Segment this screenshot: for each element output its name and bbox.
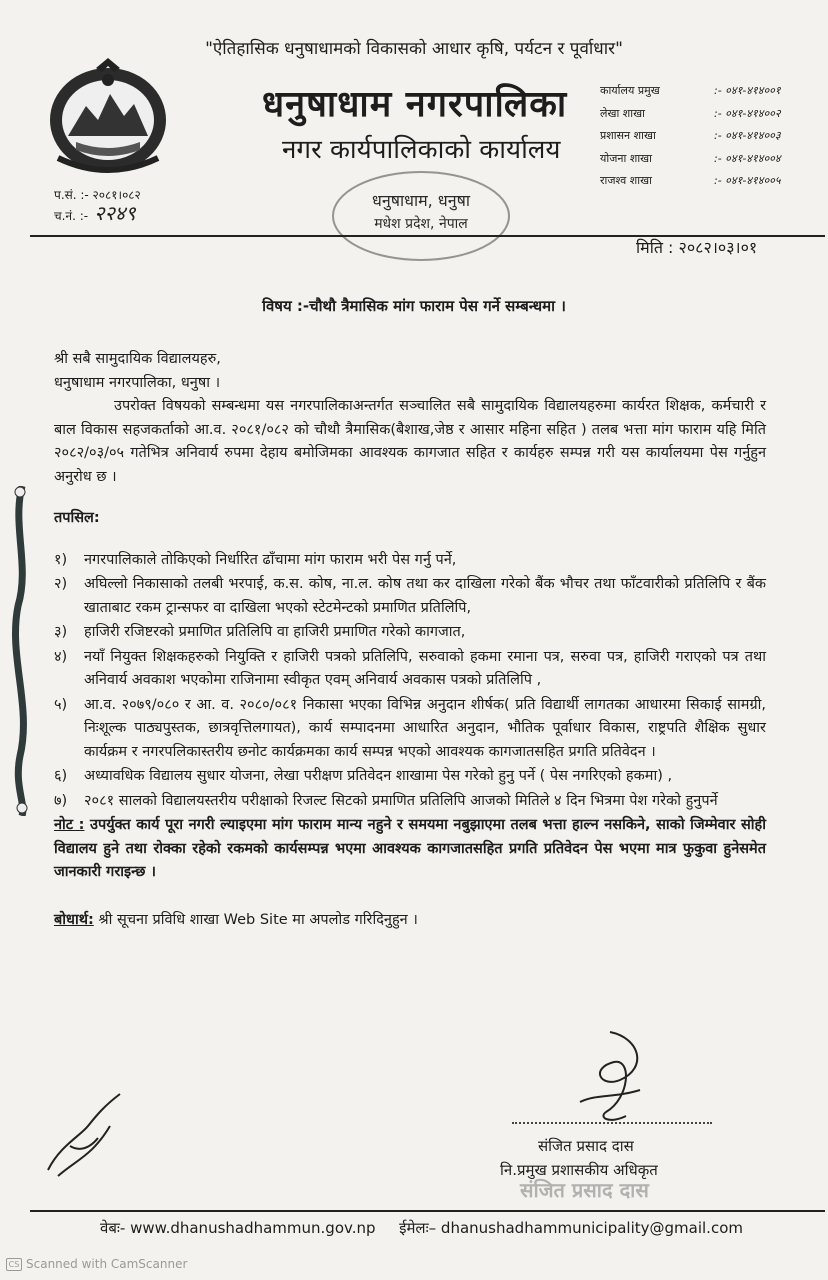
list-item: [54, 790, 766, 814]
footer: [100, 1218, 743, 1238]
contact-list: [600, 80, 824, 193]
item-number: १): [54, 551, 68, 568]
contact-row: [600, 103, 824, 126]
note-label: नोट :: [54, 817, 85, 833]
contact-label: कार्यालय प्रमुख: [600, 84, 660, 97]
office-name: धनुषाधाम नगरपालिका: [262, 84, 568, 125]
signatory-name: संजित प्रसाद दास: [538, 1137, 634, 1155]
scanner-text: Scanned with CamScanner: [26, 1257, 188, 1271]
cc-text: श्री सूचना प्रविधि शाखा Web Site मा अपलोड गरिदिनुहुन ।: [93, 911, 418, 928]
contact-number: :- ०४१-४१४००५: [714, 174, 781, 187]
handwritten-initials: [40, 1086, 128, 1186]
letter-cn-value: २२४९: [94, 201, 136, 225]
list-item: [54, 694, 766, 765]
letter-date: मिति : २०८२।०३।०१: [636, 238, 758, 257]
body-paragraph: उपरोक्त विषयको सम्बन्धमा यस नगरपालिकाअन्तर्गत सञ्चालित सबै सामुदायिक विद्यालयहरुमा कार्यरत शिक्षक, कर्मचारी र बाल विकास सहजकर्ताको आ.व. २०८१/०८२ को चौथौ त्रैमासिक(बैशाख,जेष्ठ र आसार महिना सहित ) तलब भत्ता मांग फाराम यहि मिति २०८२/०३/०५ गतेभित्र अनिवार्य रुपमा देहाय बमोजिमका आवश्यक कागजात सहित र कार्यहरु सम्पन्न गरी यस कार्यालयमा पेस गर्नुहुन अनुरोध छ ।: [54, 398, 766, 485]
details-list: [54, 549, 766, 814]
letter-ps-number: प.सं. :- २०८१।०८२: [54, 188, 141, 202]
item-text: अध्यावधिक विद्यालय सुधार योजना, लेखा परीक्षण प्रतिवेदन शाखामा पेस गरेको हुनु पर्ने ( पेस नगरिएको हकमा) ,: [84, 768, 673, 784]
signatory-stamp: संजित प्रसाद दास: [520, 1178, 649, 1202]
note-text: उपर्युक्त कार्य पूरा नगरी ल्याइएमा मांग फाराम मान्य नहुने र समयमा नबुझाएमा तलब भत्ता हाल्न नसकिने, साको जिम्मेवार सोही विद्यालय हुने तथा रोक्का रहेको रकमको कार्यसम्पन्न भएमा आवश्यक कागजातसहित प्रगति प्रतिवेदन पेस भएमा मात्र फुकुवा हुनेसमेत जानकारी गराइन्छ ।: [54, 817, 766, 880]
stamp-line2: मधेश प्रदेश, नेपाल: [374, 216, 468, 232]
web-label: वेबः-: [100, 1219, 126, 1237]
item-text: आ.व. २०७९/०८० र आ. व. २०८०/०८१ निकासा भएका विभिन्न अनुदान शीर्षक( प्रति विद्यार्थी लागतका आधारमा सिकाई सामग्री, निःशूल्क पाठ्यपुस्तक, छात्रवृत्तिलगायत), कार्य सम्पादनमा आधारित अनुदान, भौतिक पूर्वाधार विकास, राष्ट्रपति शैक्षिक सुधार कार्यक्रम र नगरपलिकास्तरीय छनोट कार्यक्रमका कार्य सम्पन्न भएको आवश्यक कागजातसहित प्रगति प्रतिवेदन ।: [84, 696, 766, 760]
item-text: नगरपालिकाले तोकिएको निर्धारित ढाँचामा मांग फाराम भरी पेस गर्नु पर्ने,: [84, 551, 457, 568]
item-text: अघिल्लो निकासाको तलबी भरपाई, क.स. कोष, ना.ल. कोष तथा कर दाखिला गरेको बैंक भौचर तथा फाँटवारीको प्रतिलिपि र बैंक खाताबाट रकम ट्रान्सफर वा दाखिला भएको स्टेटमेन्टको प्रमाणित प्रतिलिपि,: [84, 576, 766, 616]
contact-row: [600, 170, 824, 193]
contact-row: [600, 80, 824, 103]
list-item: [54, 646, 766, 693]
contact-number: :- ०४१-४१४००४: [714, 151, 781, 165]
reference-block: [54, 186, 141, 225]
slogan: "ऐतिहासिक धनुषाधामको विकासको आधार कृषि, पर्यटन र पूर्वाधार": [205, 39, 623, 59]
item-number: ५): [54, 696, 68, 713]
contact-number: :- ०४१-४१४००२: [714, 106, 781, 120]
contact-label: योजना शाखा: [600, 151, 653, 165]
letter-cn-label: च.नं. :-: [54, 209, 89, 223]
camscanner-icon: CS: [6, 1258, 22, 1271]
website-link[interactable]: www.dhanushadhammun.gov.np: [130, 1219, 376, 1237]
list-item: [54, 621, 766, 645]
details-title: तपसिल:: [54, 510, 100, 526]
office-stamp: [326, 168, 516, 264]
list-item: [54, 549, 766, 573]
contact-row: [600, 125, 824, 148]
scanner-watermark: [6, 1257, 187, 1271]
item-number: ६): [54, 768, 68, 784]
cc-label: बोधार्थ:: [54, 911, 94, 928]
item-number: ३): [54, 624, 68, 640]
letter-body: [54, 348, 766, 932]
item-text: हाजिरी रजिष्टरको प्रमाणित प्रतिलिपि वा हाजिरी प्रमाणित गरेको कागजात,: [84, 624, 466, 640]
cc-line: [54, 909, 766, 933]
binding-string: [4, 486, 40, 816]
recipient-line1: श्री सबै सामुदायिक विद्यालयहरु,: [54, 351, 221, 367]
stamp-line1: धनुषाधाम, धनुषा: [372, 191, 470, 210]
letter-cn-row: [54, 201, 141, 225]
signature-mark: [570, 1028, 660, 1128]
list-item: [54, 573, 766, 620]
item-text: २०८१ सालको विद्यालयस्तरीय परीक्षाको रिजल्ट सिटको प्रमाणित प्रतिलिपि आजको मितिले ४ दिन भित्रमा पेश गरेको हुनुपर्ने: [84, 792, 718, 809]
contact-label: लेखा शाखा: [600, 106, 645, 120]
contact-row: [600, 148, 824, 171]
letter-subject: विषय :-चौथौ त्रैमासिक मांग फाराम पेस गर्ने सम्बन्धमा ।: [262, 297, 566, 315]
item-text: नयाँ नियुक्त शिक्षकहरुको नियुक्ति र हाजिरी पत्रको प्रतिलिपि, सरुवाको हकमा रमाना पत्र, सरुवा पत्र, हाजिरी गराएको पत्र तथा अनिवार्य अवकाश भएकोमा राजिनामा स्वीकृत एवम् अनिवार्य अवकास पत्रको प्रतिलिपि ,: [84, 648, 766, 688]
contact-number: :- ०४१-४१४००१: [714, 84, 781, 97]
list-item: [54, 765, 766, 789]
email-label: ईमेलः–: [399, 1219, 437, 1237]
recipient-line2: धनुषाधाम नगरपालिका, धनुषा ।: [54, 374, 221, 391]
email-link[interactable]: dhanushadhammunicipality@gmail.com: [440, 1219, 743, 1237]
office-subtitle: नगर कार्यपालिकाको कार्यालय: [282, 135, 561, 165]
signatory-title: नि.प्रमुख प्रशासकीय अधिकृत: [500, 1161, 658, 1179]
item-number: ७): [54, 792, 68, 809]
item-number: ४): [54, 648, 68, 665]
note-paragraph: [54, 814, 766, 885]
footer-divider: [30, 1210, 825, 1212]
contact-label: प्रशासन शाखा: [600, 129, 656, 142]
contact-label: राजश्व शाखा: [600, 174, 652, 187]
government-emblem-icon: [46, 58, 170, 176]
contact-number: :- ०४१-४१४००३: [714, 129, 781, 142]
item-number: २): [54, 576, 68, 592]
signature-line: [512, 1122, 712, 1124]
